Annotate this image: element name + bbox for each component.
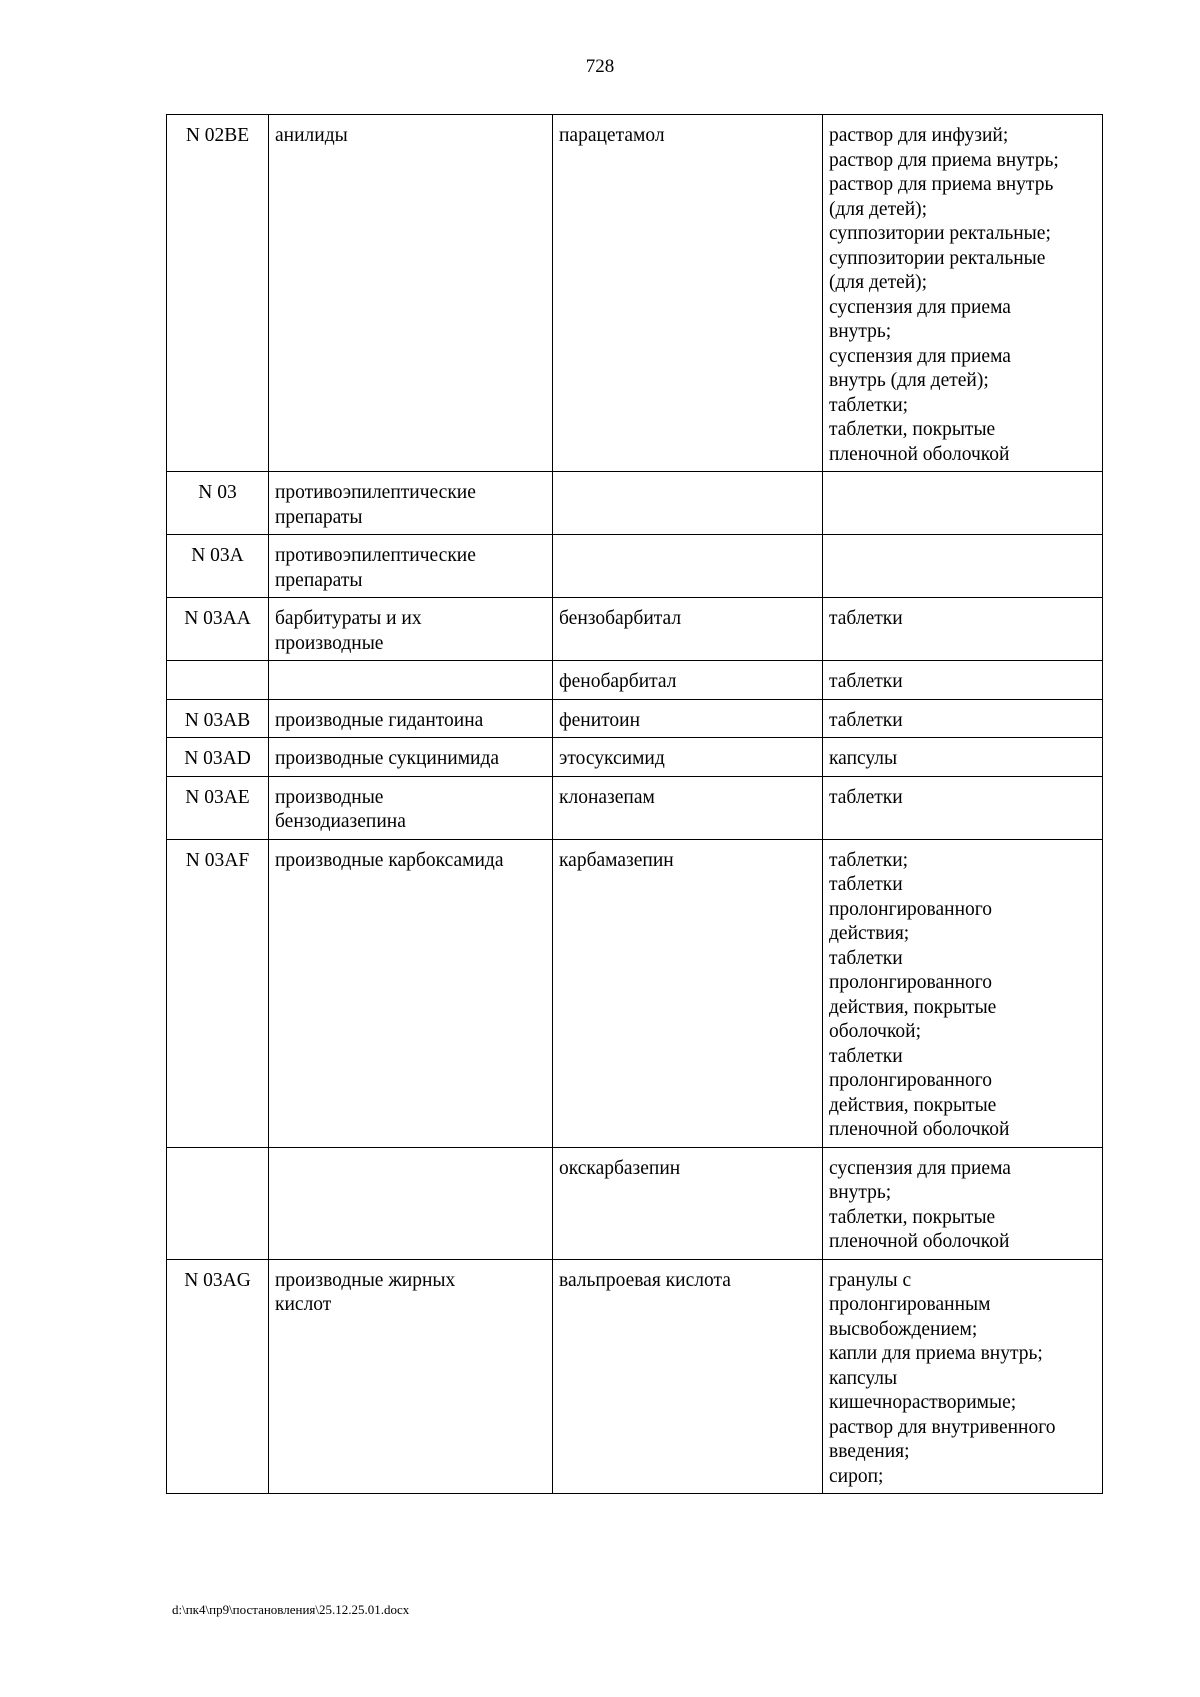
group-cell: противоэпилептические препараты bbox=[269, 535, 553, 598]
atc-code-cell: N 03 bbox=[167, 472, 269, 535]
group-cell: барбитураты и их производные bbox=[269, 598, 553, 661]
group-cell: производные карбоксамида bbox=[269, 839, 553, 1147]
drug-cell: фенитоин bbox=[553, 699, 823, 738]
dosage-form-cell: таблетки; таблетки пролонгированного действия; таблетки пролонгированного действия, покрытые оболочкой; таблетки пролонгированного действия, покрытые пленочной оболочкой bbox=[823, 839, 1103, 1147]
dosage-form-cell bbox=[823, 472, 1103, 535]
page-number: 728 bbox=[585, 56, 615, 77]
group-cell: производные жирных кислот bbox=[269, 1259, 553, 1494]
atc-code-cell bbox=[167, 661, 269, 700]
group-cell: производные сукцинимида bbox=[269, 738, 553, 777]
table-row bbox=[167, 738, 1103, 777]
medications-table bbox=[166, 114, 1103, 1494]
atc-code-cell: N 03AF bbox=[167, 839, 269, 1147]
drug-cell: этосуксимид bbox=[553, 738, 823, 777]
dosage-form-cell: таблетки bbox=[823, 661, 1103, 700]
atc-code-cell: N 02BE bbox=[167, 115, 269, 472]
table-row bbox=[167, 535, 1103, 598]
drug-cell: парацетамол bbox=[553, 115, 823, 472]
dosage-form-cell: гранулы с пролонгированным высвобождением; капли для приема внутрь; капсулы кишечнорастворимые; раствор для внутривенного введения; сироп; bbox=[823, 1259, 1103, 1494]
drug-cell: бензобарбитал bbox=[553, 598, 823, 661]
dosage-form-cell: суспензия для приема внутрь; таблетки, покрытые пленочной оболочкой bbox=[823, 1147, 1103, 1259]
dosage-form-cell: таблетки bbox=[823, 776, 1103, 839]
table-row bbox=[167, 776, 1103, 839]
dosage-form-cell: раствор для инфузий; раствор для приема внутрь; раствор для приема внутрь (для детей); суппозитории ректальные; суппозитории ректальные (для детей); суспензия для приема внутрь; суспензия для приема внутрь (для детей); таблетки; таблетки, покрытые пленочной оболочкой bbox=[823, 115, 1103, 472]
table-row bbox=[167, 115, 1103, 472]
atc-code-cell: N 03AD bbox=[167, 738, 269, 777]
table-row bbox=[167, 472, 1103, 535]
table-row bbox=[167, 1259, 1103, 1494]
group-cell: противоэпилептические препараты bbox=[269, 472, 553, 535]
atc-code-cell: N 03A bbox=[167, 535, 269, 598]
dosage-form-cell: таблетки bbox=[823, 598, 1103, 661]
atc-code-cell: N 03AG bbox=[167, 1259, 269, 1494]
drug-cell: вальпроевая кислота bbox=[553, 1259, 823, 1494]
dosage-form-cell bbox=[823, 535, 1103, 598]
drug-cell: фенобарбитал bbox=[553, 661, 823, 700]
atc-code-cell: N 03AA bbox=[167, 598, 269, 661]
footer-file-path: d:\пк4\пр9\постановления\25.12.25.01.docx bbox=[172, 1602, 410, 1617]
drug-cell: карбамазепин bbox=[553, 839, 823, 1147]
group-cell: анилиды bbox=[269, 115, 553, 472]
table-row bbox=[167, 1147, 1103, 1259]
drug-cell bbox=[553, 472, 823, 535]
table-row bbox=[167, 661, 1103, 700]
drug-cell: окскарбазепин bbox=[553, 1147, 823, 1259]
group-cell bbox=[269, 661, 553, 700]
table-row bbox=[167, 839, 1103, 1147]
group-cell: производные гидантоина bbox=[269, 699, 553, 738]
atc-code-cell: N 03AB bbox=[167, 699, 269, 738]
atc-code-cell bbox=[167, 1147, 269, 1259]
drug-cell: клоназепам bbox=[553, 776, 823, 839]
atc-code-cell: N 03AE bbox=[167, 776, 269, 839]
dosage-form-cell: таблетки bbox=[823, 699, 1103, 738]
table-row bbox=[167, 598, 1103, 661]
dosage-form-cell: капсулы bbox=[823, 738, 1103, 777]
group-cell bbox=[269, 1147, 553, 1259]
drug-cell bbox=[553, 535, 823, 598]
group-cell: производные бензодиазепина bbox=[269, 776, 553, 839]
table-row bbox=[167, 699, 1103, 738]
